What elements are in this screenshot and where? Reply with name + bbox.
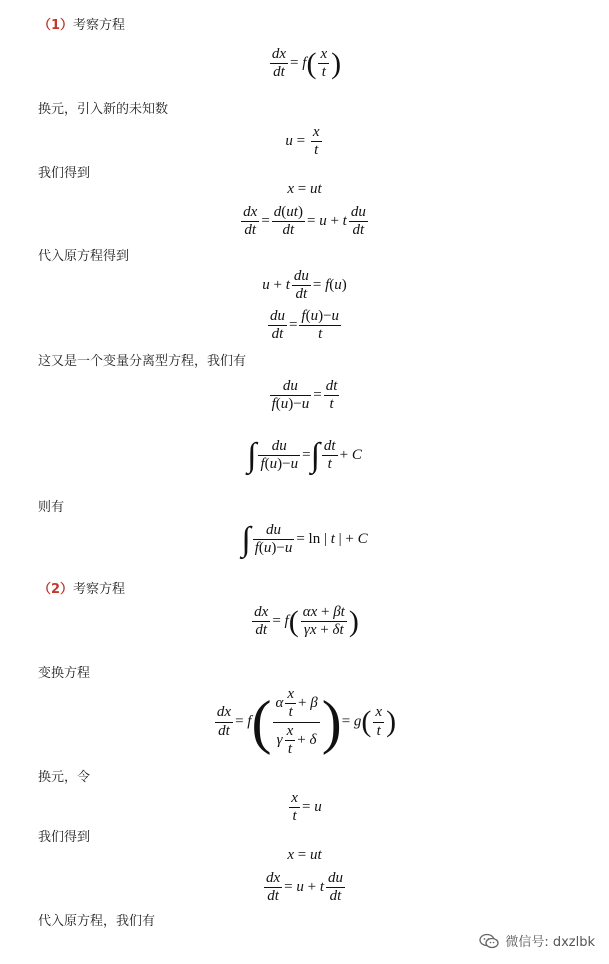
paragraph-text: 换元，引入新的未知数 bbox=[38, 102, 169, 117]
equation-8: ∫ $\frac{du}{f(u)-u}$ =∫ $\frac{dt}{t}$ + C bbox=[247, 436, 362, 474]
equation-11: $\frac{dx}{dt}$ = f( α $\frac{x}{t}$ + β γ $\frac{x}{t}$ + δ )= g( $\frac{x}{t}$ ) bbox=[216, 686, 397, 757]
equation-6: $\frac{du}{dt}$ = $\frac{f(u)-u}{t}$ bbox=[269, 308, 340, 343]
equation-4: $\frac{dx}{dt}$ = $\frac{d(ut)}{dt}$ = u + t $\frac{du}{dt}$ bbox=[243, 204, 366, 239]
equation-3: x = ut bbox=[287, 181, 322, 197]
paragraph-text: 则有 bbox=[38, 500, 65, 515]
equation-7: $\frac{du}{f(u)-u}$ = $\frac{dt}{t}$ bbox=[271, 378, 338, 413]
section-number: （2） bbox=[38, 582, 74, 597]
equation-14: $\frac{dx}{dt}$ = u + t $\frac{du}{dt}$ bbox=[265, 870, 344, 905]
equation-1: $\frac{dx}{dt}$ = f( $\frac{x}{t}$ ) bbox=[271, 46, 342, 81]
section-title: 考察方程 bbox=[73, 18, 126, 33]
equation-13: x = ut bbox=[287, 847, 322, 863]
paragraph-text: 我们得到 bbox=[38, 166, 91, 181]
section-2-heading bbox=[38, 578, 125, 597]
wechat-icon bbox=[479, 933, 499, 949]
watermark-label: 微信号: dxzlbk bbox=[505, 935, 595, 950]
watermark bbox=[479, 931, 595, 950]
equation-2: u = $\frac{x}{t}$ bbox=[285, 124, 320, 159]
section-number: （1） bbox=[38, 18, 74, 33]
equation-5: u + t $\frac{du}{dt}$ = f(u) bbox=[262, 268, 347, 303]
equation-10: $\frac{dx}{dt}$ = f( $\frac{\alpha x + \beta t}{\gamma x + \delta t}$ ) bbox=[254, 604, 359, 639]
paragraph-text: 代入原方程得到 bbox=[38, 249, 130, 264]
section-1-heading bbox=[38, 14, 125, 33]
paragraph-text: 这又是一个变量分离型方程，我们有 bbox=[38, 354, 247, 369]
paragraph-text: 我们得到 bbox=[38, 830, 91, 845]
equation-9: ∫ $\frac{du}{f(u)-u}$ = ln | t | + C bbox=[241, 520, 368, 558]
equation-12: $\frac{x}{t}$ = u bbox=[291, 790, 322, 825]
paragraph-text: 换元，令 bbox=[38, 770, 91, 785]
paragraph-text: 代入原方程，我们有 bbox=[38, 914, 156, 929]
section-title: 考察方程 bbox=[73, 582, 126, 597]
paragraph-text: 变换方程 bbox=[38, 666, 91, 681]
